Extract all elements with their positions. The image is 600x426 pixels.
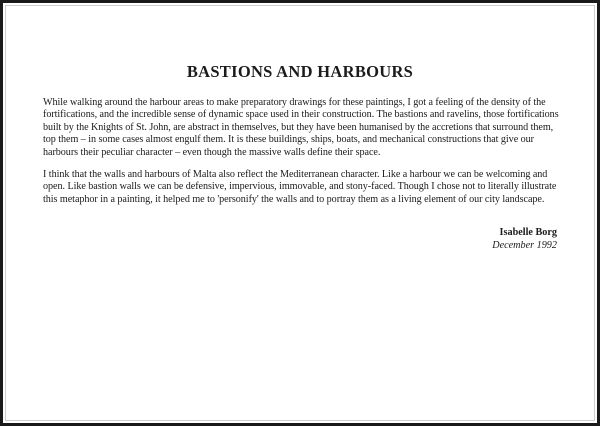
body-paragraph-2: I think that the walls and harbours of Malta also reflect the Mediterranean character. Like a harbour we can be welcoming and open. Like bastion walls we can be defensive, impervious, immovable, and stony-faced. Though I chose not to literally illustrate this metaphor in a painting, it helped me to 'personify' the walls and to portray them as a living element of our city landscape. <box>43 169 557 205</box>
body-paragraph-1: While walking around the harbour areas to make preparatory drawings for these paintings, I got a feeling of the density of the fortifications, and the incredible sense of dynamic space used in their construction. The bastions and ravelins, those fortifications built by the Knights of St. John, are abstract in themselves, but they have been humanised by the accretions that surround them, top them – in some cases almost engulf them. It is these buildings, ships, boats, and mechanical constructions that give our harbours their peculiar character – even though the massive walls define their space. <box>43 97 559 158</box>
signature-date: December 1992 <box>492 239 557 251</box>
document-title: BASTIONS AND HARBOURS <box>186 62 414 81</box>
author-name: Isabelle Borg <box>499 227 557 238</box>
signature-block <box>492 227 557 252</box>
